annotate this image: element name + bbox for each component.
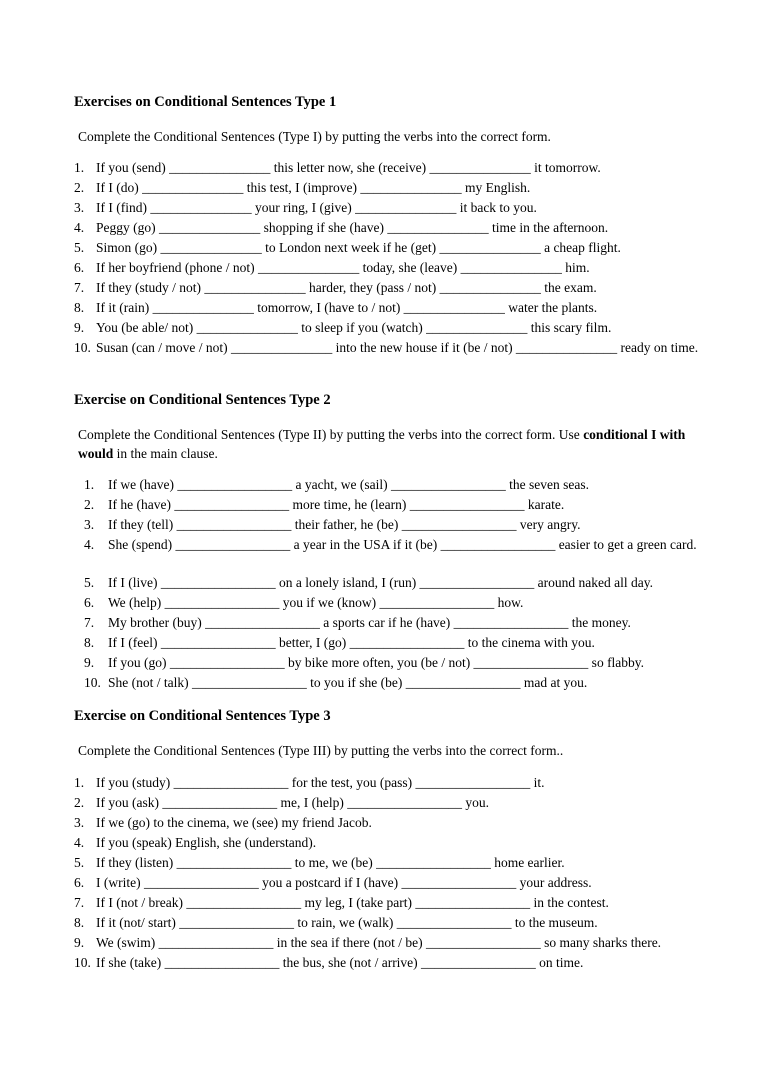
item-number: 4. [74,835,85,850]
item-number: 10. [84,675,101,690]
item-number: 5. [74,240,85,255]
item-number: 6. [74,875,85,890]
item-text: Susan (can / move / not) _______________ into the new house if it (be / not) _______________ ready on time. [96,340,699,355]
item-number: 3. [74,200,85,215]
item-number: 7. [74,895,85,910]
exercise-item [84,535,720,573]
item-number: 9. [84,655,95,670]
exercise-item [74,338,714,376]
item-text: If you (study) _________________ for the test, you (pass) _________________ it. [96,775,545,790]
exercise-item [74,198,714,218]
exercise-item [84,593,720,613]
exercise-item [84,495,720,515]
item-number: 10. [74,340,91,355]
item-text: If you (speak) English, she (understand). [96,835,317,850]
section-3-instruction: Complete the Conditional Sentences (Type III) by putting the verbs into the correct form.. [78,743,564,758]
exercise-item [74,298,714,318]
item-number: 10. [74,955,91,970]
exercise-item [74,953,714,973]
item-text: If her boyfriend (phone / not) _______________ today, she (leave) _______________ him. [96,260,590,275]
item-text: My brother (buy) _________________ a sports car if he (have) _________________ the money. [108,615,631,630]
exercise-item [84,475,720,495]
item-number: 3. [84,517,95,532]
item-number: 2. [84,497,95,512]
exercise-item [74,813,714,833]
exercise-item [84,515,720,535]
exercise-item [74,218,714,238]
item-text: If you (go) _________________ by bike more often, you (be / not) _________________ so flabby. [108,655,645,670]
exercise-item [84,653,720,673]
item-text: We (help) _________________ you if we (know) _________________ how. [108,595,524,610]
item-number: 1. [74,160,85,175]
exercise-item [74,833,714,853]
item-text: If it (rain) _______________ tomorrow, I (have to / not) _______________ water the plants. [96,300,598,315]
item-text: She (spend) _________________ a year in the USA if it (be) _________________ easier to get a green card. [108,537,697,552]
exercise-item [74,278,714,298]
section-3-exercise-list [74,773,714,973]
item-number: 7. [84,615,95,630]
item-text: We (swim) _________________ in the sea if there (not / be) _________________ so many sharks there. [96,935,662,950]
item-text: You (be able/ not) _______________ to sleep if you (watch) _______________ this scary film. [96,320,612,335]
section-1-instruction: Complete the Conditional Sentences (Type I) by putting the verbs into the correct form. [78,129,551,144]
item-text: If I (feel) _________________ better, I (go) _________________ to the cinema with you. [108,635,595,650]
exercise-item [74,793,714,813]
exercise-item [74,318,714,338]
item-number: 8. [84,635,95,650]
exercise-item [84,613,720,633]
item-number: 5. [74,855,85,870]
item-number: 3. [74,815,85,830]
item-number: 7. [74,280,85,295]
item-text: If I (find) _______________ your ring, I (give) _______________ it back to you. [96,200,537,215]
exercise-item [74,178,714,198]
item-text: If he (have) _________________ more time, he (learn) _________________ karate. [108,497,565,512]
section-2-instruction [78,425,718,463]
item-text: If she (take) _________________ the bus, she (not / arrive) _________________ on time. [96,955,584,970]
exercise-item [84,633,720,653]
item-number: 8. [74,300,85,315]
exercise-item [74,853,714,873]
item-text: If it (not/ start) _________________ to rain, we (walk) _________________ to the museum. [96,915,598,930]
item-text: Simon (go) _______________ to London next week if he (get) _______________ a cheap flight. [96,240,621,255]
item-text: If they (study / not) _______________ harder, they (pass / not) _______________ the exam. [96,280,597,295]
item-text: Peggy (go) _______________ shopping if she (have) _______________ time in the afternoon. [96,220,609,235]
item-text: If we (have) _________________ a yacht, we (sail) _________________ the seven seas. [108,477,590,492]
item-text: If they (tell) _________________ their father, he (be) _________________ very angry. [108,517,581,532]
item-number: 2. [74,180,85,195]
instruction-emphasis: conditional I with would [78,427,686,461]
item-number: 9. [74,320,85,335]
item-text: I (write) _________________ you a postcard if I (have) _________________ your address. [96,875,592,890]
exercise-item [84,673,720,693]
item-text: If you (ask) _________________ me, I (help) _________________ you. [96,795,489,810]
exercise-item [74,238,714,258]
item-text: If we (go) to the cinema, we (see) my friend Jacob. [96,815,372,830]
item-number: 5. [84,575,95,590]
item-text: If they (listen) _________________ to me, we (be) _________________ home earlier. [96,855,565,870]
item-number: 4. [74,220,85,235]
item-number: 6. [74,260,85,275]
section-1-exercise-list [74,158,714,376]
exercise-item [74,873,714,893]
exercise-item [74,158,714,178]
item-text: If I (live) _________________ on a lonely island, I (run) _________________ around naked all day. [108,575,654,590]
section-3-heading: Exercise on Conditional Sentences Type 3 [74,708,331,724]
section-1-heading: Exercises on Conditional Sentences Type 1 [74,94,337,110]
section-2-heading: Exercise on Conditional Sentences Type 2 [74,392,331,408]
item-number: 9. [74,935,85,950]
exercise-item [74,258,714,278]
exercise-item [74,913,714,933]
item-number: 1. [74,775,85,790]
item-number: 2. [74,795,85,810]
section-2-exercise-list [84,475,720,693]
exercise-item [74,773,714,793]
instruction-text: in the main clause. [113,446,218,461]
item-text: If I (not / break) _________________ my leg, I (take part) _________________ in the contest. [96,895,609,910]
exercise-item [74,893,714,913]
item-text: If you (send) _______________ this letter now, she (receive) _______________ it tomorrow. [96,160,601,175]
item-number: 4. [84,537,95,552]
item-number: 8. [74,915,85,930]
item-number: 1. [84,477,95,492]
item-text: If I (do) _______________ this test, I (improve) _______________ my English. [96,180,531,195]
item-number: 6. [84,595,95,610]
exercise-item [74,933,714,953]
item-text: She (not / talk) _________________ to you if she (be) _________________ mad at you. [108,675,588,690]
exercise-item [84,573,720,593]
instruction-text: Complete the Conditional Sentences (Type II) by putting the verbs into the correct form. Use [78,427,584,442]
